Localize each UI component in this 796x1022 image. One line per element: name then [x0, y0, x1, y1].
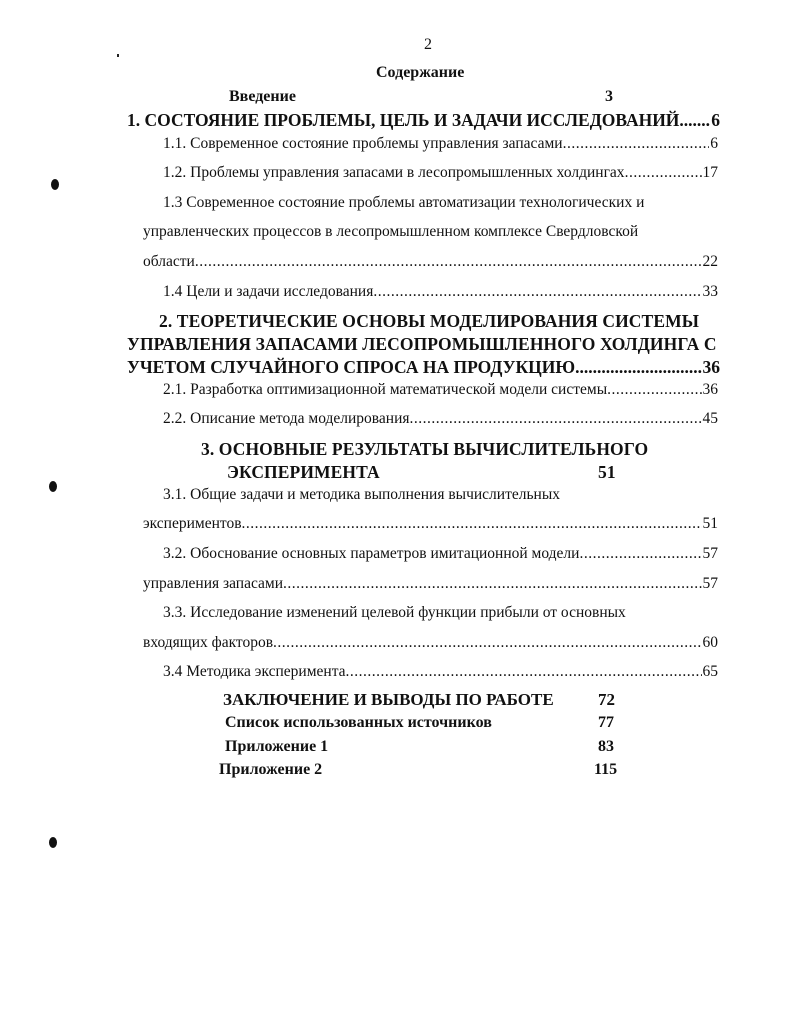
toc-section-page: 17 [702, 164, 718, 181]
toc-chapter-2-line1: 2. ТЕОРЕТИЧЕСКИЕ ОСНОВЫ МОДЕЛИРОВАНИЯ СИСТЕМЫ [159, 311, 699, 331]
toc-leader-dots [563, 135, 710, 153]
toc-leader-dots [679, 110, 710, 131]
toc-leader-dots [346, 663, 702, 681]
toc-section-page: 65 [702, 663, 718, 680]
toc-leader-dots [373, 283, 701, 301]
binder-hole-mark [51, 179, 59, 190]
toc-title: Содержание [376, 64, 465, 81]
toc-section-title: 1.1. Современное состояние проблемы управления запасами [163, 135, 563, 152]
toc-conclusion-page: 72 [598, 690, 615, 709]
toc-section-3-4 [163, 663, 718, 681]
toc-conclusion-label: ЗАКЛЮЧЕНИЕ И ВЫВОДЫ ПО РАБОТЕ [223, 690, 554, 709]
toc-section-1-2 [163, 164, 718, 182]
toc-intro-label: Введение [229, 88, 296, 105]
toc-section-3-3 [143, 634, 718, 652]
toc-section-1-3-line2: управленческих процессов в лесопромышленном комплексе Свердловской [143, 223, 639, 240]
toc-references-page: 77 [598, 714, 614, 731]
toc-chapter-1-page: 6 [711, 110, 720, 130]
toc-leader-dots [195, 253, 702, 271]
toc-section-page: 57 [702, 545, 718, 562]
toc-chapter-3-line1: 3. ОСНОВНЫЕ РЕЗУЛЬТАТЫ ВЫЧИСЛИТЕЛЬНОГО [201, 439, 649, 459]
toc-section-page: 57 [702, 575, 718, 592]
toc-section-1-1 [163, 135, 718, 153]
toc-section-title: 3.4 Методика эксперимента [163, 663, 346, 680]
toc-chapter-2-page: 36 [702, 357, 720, 377]
toc-section-page: 6 [710, 135, 718, 152]
toc-leader-dots [575, 357, 701, 378]
toc-section-title: 3.2. Обоснование основных параметров имитационной модели [163, 545, 580, 562]
toc-leader-dots [625, 164, 702, 182]
toc-section-page: 45 [702, 410, 718, 427]
toc-section-title: области [143, 253, 195, 270]
scan-speck [117, 54, 119, 57]
toc-chapter-3-page: 51 [598, 462, 616, 482]
toc-section-title: 2.2. Описание метода моделирования [163, 410, 410, 427]
toc-section-title: управления запасами [143, 575, 284, 592]
toc-appendix-2-label: Приложение 2 [219, 761, 323, 778]
toc-section-page: 22 [702, 253, 718, 270]
toc-section-1-3 [143, 253, 718, 271]
toc-section-title: 2.1. Разработка оптимизационной математической модели системы [163, 381, 608, 398]
toc-leader-dots [273, 634, 701, 652]
toc-section-2-2 [163, 410, 718, 428]
toc-chapter-1-title: 1. СОСТОЯНИЕ ПРОБЛЕМЫ, ЦЕЛЬ И ЗАДАЧИ ИССЛЕДОВАНИЙ [127, 110, 680, 130]
toc-leader-dots [283, 575, 701, 593]
toc-section-page: 36 [702, 381, 718, 398]
toc-section-title: экспериментов [143, 515, 242, 532]
toc-section-1-3-line1: 1.3 Современное состояние проблемы автоматизации технологических и [163, 194, 645, 211]
toc-section-3-1 [143, 515, 718, 533]
toc-chapter-1 [127, 110, 720, 131]
toc-section-2-1 [163, 381, 718, 399]
toc-section-title: входящих факторов [143, 634, 274, 651]
toc-section-3-1-line1: 3.1. Общие задачи и методика выполнения вычислительных [163, 486, 560, 503]
toc-leader-dots [410, 410, 702, 428]
toc-intro-page: 3 [605, 88, 613, 105]
toc-chapter-3-line2: ЭКСПЕРИМЕНТА [227, 462, 380, 482]
toc-section-3-2-a [163, 545, 718, 563]
toc-appendix-2-page: 115 [594, 761, 618, 778]
toc-section-page: 60 [702, 634, 718, 651]
toc-leader-dots [242, 515, 702, 533]
toc-references-label: Список использованных источников [225, 714, 492, 731]
toc-section-1-4 [163, 283, 718, 301]
toc-section-page: 51 [702, 515, 718, 532]
toc-leader-dots [607, 381, 701, 399]
toc-section-page: 33 [702, 283, 718, 300]
binder-hole-mark [49, 837, 57, 848]
toc-appendix-1-page: 83 [598, 738, 614, 755]
toc-chapter-2 [127, 357, 720, 378]
toc-section-title: 1.2. Проблемы управления запасами в лесопромышленных холдингах [163, 164, 625, 181]
toc-chapter-2-title: УЧЕТОМ СЛУЧАЙНОГО СПРОСА НА ПРОДУКЦИЮ [127, 357, 576, 377]
toc-chapter-2-line2: УПРАВЛЕНИЯ ЗАПАСАМИ ЛЕСОПРОМЫШЛЕННОГО ХОЛДИНГА С [127, 334, 717, 354]
toc-appendix-1-label: Приложение 1 [225, 738, 329, 755]
toc-leader-dots [579, 545, 701, 563]
toc-section-3-3-line1: 3.3. Исследование изменений целевой функции прибыли от основных [163, 604, 626, 621]
toc-section-3-2-b [143, 575, 718, 593]
toc-section-title: 1.4 Цели и задачи исследования [163, 283, 374, 300]
page-number: 2 [424, 36, 432, 53]
binder-hole-mark [49, 481, 57, 492]
